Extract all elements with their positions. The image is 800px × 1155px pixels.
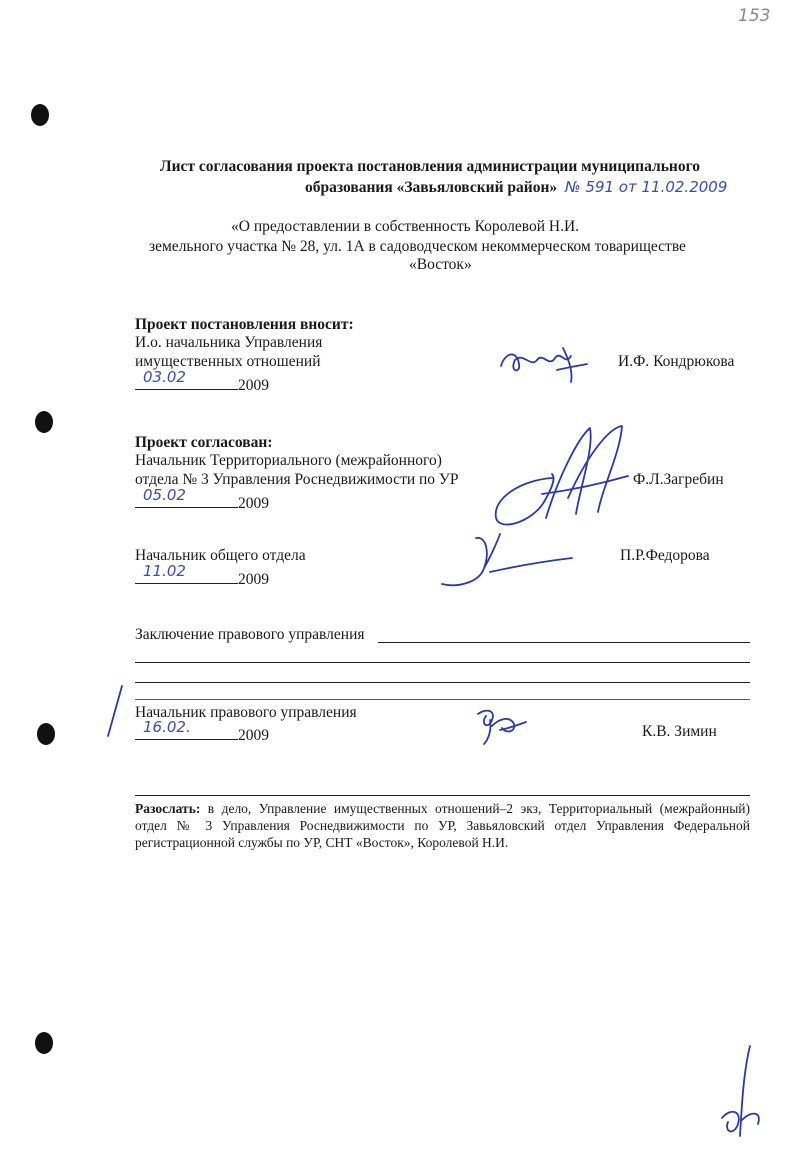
title-line-2: образования «Завьяловский район» № 591 от 11.02.2009 <box>305 178 728 196</box>
handwritten-date: 11.02 <box>143 562 186 580</box>
title-line-1: Лист согласования проекта постановления администрации муниципального <box>160 158 700 175</box>
punch-hole <box>35 1032 53 1054</box>
submitter-date: 03.02 2009 <box>135 372 269 395</box>
distribution <box>135 800 750 851</box>
subject-line-1: «О предоставлении в собственность Королевой Н.И. <box>231 218 580 235</box>
handwritten-doc-number: № 591 от 11.02.2009 <box>565 178 728 196</box>
date-blank <box>135 368 238 390</box>
approved-position-1: Начальник Территориального (межрайонного) <box>135 452 442 469</box>
submitter-heading: Проект постановления вносит: <box>135 316 354 333</box>
margin-mark <box>100 682 130 742</box>
submitter-name: И.Ф. Кондрюкова <box>618 353 735 370</box>
general-dept-date: 11.02 2009 <box>135 566 269 589</box>
document-title <box>120 156 740 198</box>
punch-hole <box>35 411 53 433</box>
conclusion-line <box>378 642 750 643</box>
legal-conclusion-label: Заключение правового управления <box>135 626 365 643</box>
submitter-position-2: имущественных отношений <box>135 353 321 370</box>
handwritten-date: 16.02. <box>143 718 191 736</box>
legal-name: К.В. Зимин <box>642 723 717 740</box>
subject-line-2: земельного участка № 28, ул. 1А в садоводческом некоммерческом товариществе <box>149 238 686 255</box>
margin-initials <box>712 1040 772 1150</box>
handwritten-date: 05.02 <box>143 486 186 504</box>
submitter-position-1: И.о. начальника Управления <box>135 334 323 351</box>
signature-fedorova <box>428 528 578 598</box>
distribution-divider <box>135 795 750 796</box>
distribution-label: Разослать: <box>135 801 201 816</box>
signature-zagrebin <box>482 418 632 538</box>
signature-kondryukova <box>495 338 595 388</box>
general-dept-position: Начальник общего отдела <box>135 547 306 564</box>
punch-hole <box>31 104 49 126</box>
approved-name: Ф.Л.Загребин <box>633 471 724 488</box>
date-blank <box>135 486 238 508</box>
date-blank <box>135 718 238 740</box>
page-number: 153 <box>738 6 771 26</box>
punch-hole <box>37 723 55 745</box>
conclusion-line <box>135 699 750 700</box>
signature-zimin <box>470 702 530 748</box>
legal-position: Начальник правового управления <box>135 704 357 721</box>
approved-heading: Проект согласован: <box>135 434 273 451</box>
approved-position-2: отдела № 3 Управления Роснедвижимости по УР <box>135 471 459 488</box>
legal-date: 16.02. 2009 <box>135 722 269 745</box>
distribution-text: в дело, Управление имущественных отношений–2 экз, Территориальный (межрайонный) отдел № 3 Управления Роснедвижимости по УР, Завьяловский отдел Управления Федеральной регистрационной службы по УР, СНТ «Восток», Королевой Н.И. <box>135 801 750 850</box>
handwritten-date: 03.02 <box>143 368 186 386</box>
date-blank <box>135 562 238 584</box>
subject-line-3: «Восток» <box>409 256 472 273</box>
general-dept-name: П.Р.Федорова <box>620 547 710 564</box>
conclusion-line <box>135 682 750 683</box>
approved-date: 05.02 2009 <box>135 490 269 513</box>
conclusion-line <box>135 662 750 663</box>
